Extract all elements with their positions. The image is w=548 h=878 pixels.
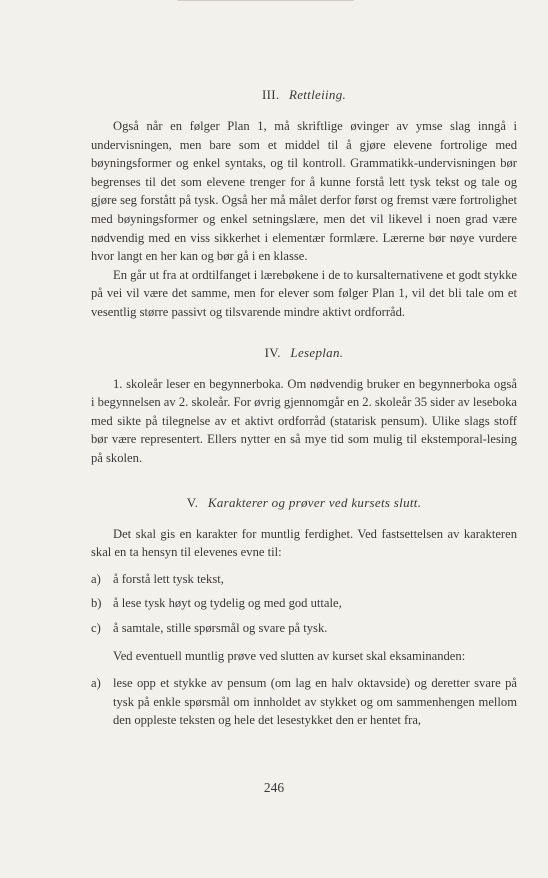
section-heading-iv (91, 344, 517, 362)
section-heading-v (91, 494, 517, 512)
paragraph: Også når en følger Plan 1, må skriftlige øvinger av ymse slag inngå i undervisningen, men bare som et middel til å gjøre elevene fortrolige med bøyningsformer og enkel syntaks, og til kontroll. Grammatikk-undervisningen bør begrenses til det som elevene trenger for å kunne forstå lett tysk tekst og tale og gjøre seg forstått på tysk. Også her må målet derfor først og fremst være fortrolighet med bøyningsformer og enkel setningslære, men det vil likevel i noen grad være nødvendig med en viss sikkerhet i elementær formlære. Lærerne bør nøye vurdere hvor langt en her kan og bør gå i en klasse. (91, 119, 517, 264)
section-number: IV. (264, 344, 281, 360)
section-title: Rettleiing. (288, 87, 347, 102)
section-number: III. (261, 87, 280, 102)
paragraph: Ved eventuell muntlig prøve ved slutten av kurset skal eksaminanden: (113, 649, 466, 664)
section-number: V. (186, 494, 199, 510)
list-label: b) (91, 596, 102, 611)
list-label: c) (91, 620, 101, 635)
section-heading-iii (91, 86, 517, 104)
list-text: å samtale, stille spørsmål og svare på tysk. (113, 620, 328, 635)
list-item (91, 570, 517, 589)
list-text: å lese tysk høyt og tydelig og med god uttale, (113, 596, 342, 611)
list-item (91, 674, 517, 730)
section-title: Leseplan. (290, 344, 344, 360)
page-number: 246 (263, 780, 285, 795)
list-text: lese opp et stykke av pensum (om lag en halv oktavside) og deretter svare på tysk på enkle spørsmål om innholdet av stykket og om sammenhengen mellom den oppleste teksten og hele det lesestykket den er hentet fra, (113, 676, 517, 728)
list-item (91, 594, 517, 613)
paragraph: En går ut fra at ordtilfanget i lærebøkene i de to kursalternativene et godt stykke på vei vil være det samme, men for elever som følger Plan 1, vil det bli tale om et vesentlig større passivt og tilsvarende mindre aktivt ordforråd. (91, 267, 517, 319)
list-item (91, 619, 517, 638)
paragraph: 1. skoleår leser en begynnerboka. Om nødvendig bruker en begynnerboka også i begynnelsen av 2. skoleår. For øvrig gjennomgår en 2. skoleår 35 sider av leseboka med sikte på tilegnelse av et aktivt ordforråd (statarisk pensum). Ulike slags stoff bør være representert. Ellers nytter en så mye tid som mulig til ekstemporal-lesing på skolen. (91, 376, 517, 465)
page-content (91, 86, 517, 736)
list-text: å forstå lett tysk tekst, (113, 571, 224, 586)
paragraph: Det skal gis en karakter for muntlig ferdighet. Ved fastsettelsen av karakteren skal en ta hensyn til elevenes evne til: (91, 526, 517, 560)
top-edge-line (178, 0, 354, 1)
list-label: a) (91, 571, 101, 586)
section-title: Karakterer og prøver ved kursets slutt. (207, 494, 422, 510)
list-label: a) (91, 676, 101, 691)
